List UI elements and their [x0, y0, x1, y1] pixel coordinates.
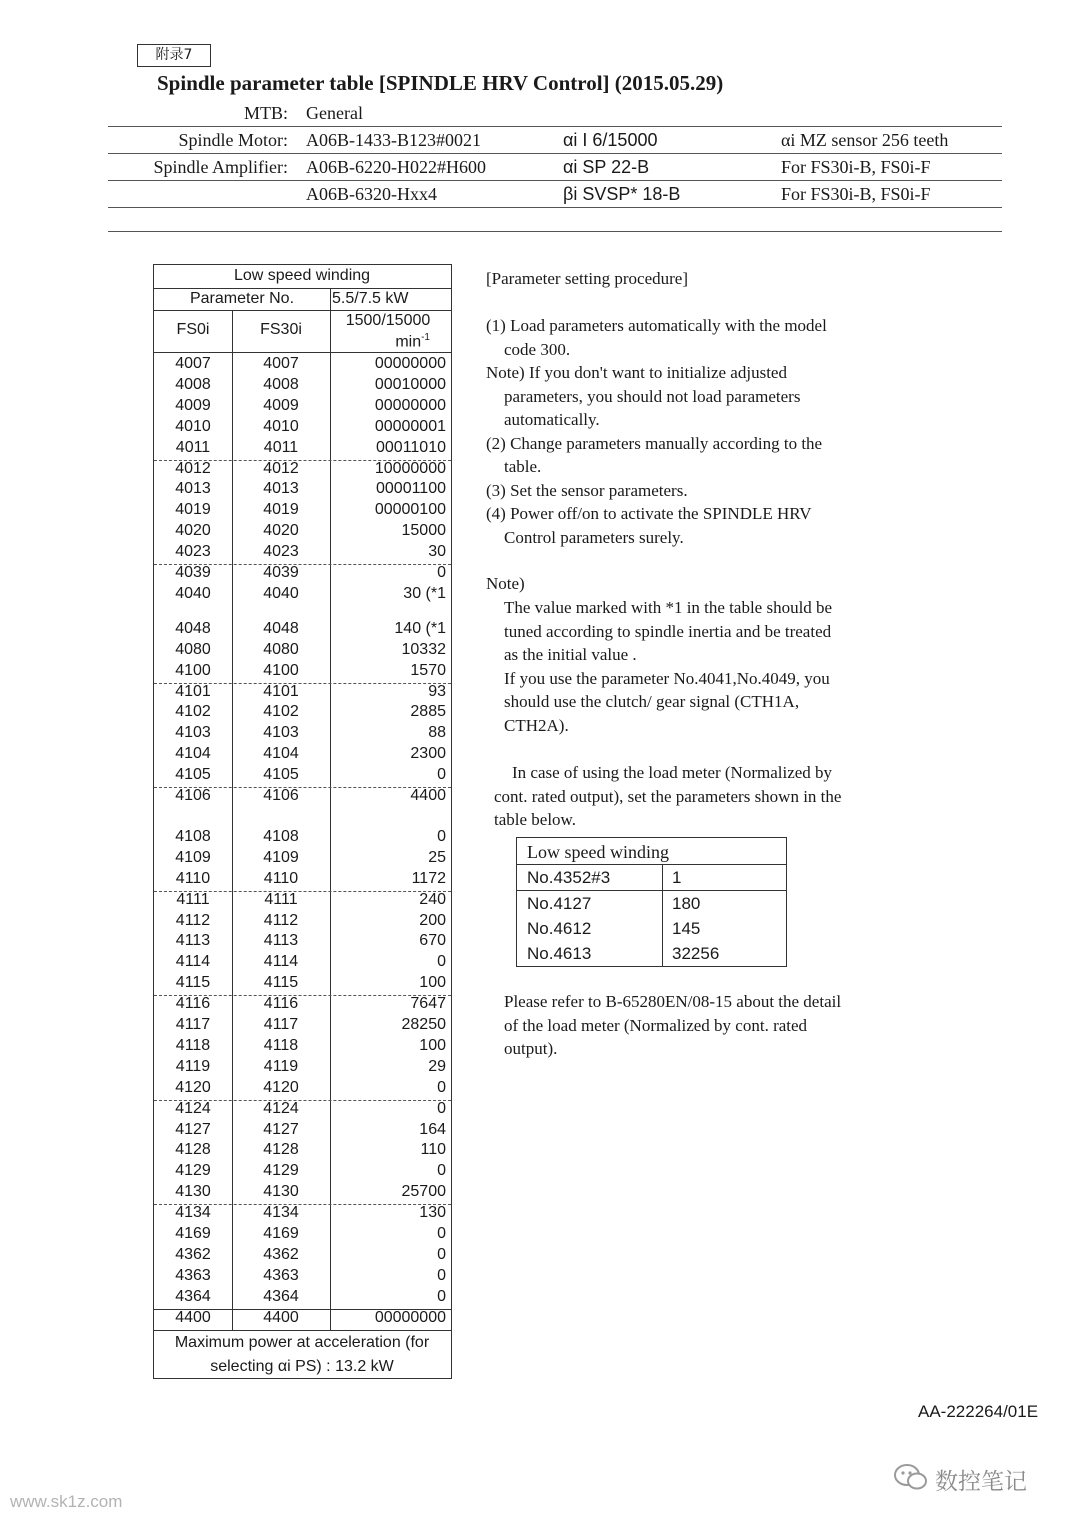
param-value-cell: 00010000 — [374, 375, 446, 393]
param-fs0i-cell: 4115 — [175, 974, 211, 992]
param-fs0i-cell: 4128 — [175, 1141, 211, 1159]
param-fs30i-cell: 4116 — [263, 995, 299, 1013]
param-value-cell: 100 — [419, 974, 446, 992]
param-fs0i-cell: 4109 — [175, 848, 211, 866]
param-fs30i-cell: 4010 — [263, 417, 299, 435]
note-text — [504, 596, 832, 737]
param-fs30i-cell: 4009 — [263, 396, 299, 414]
spec-model: βi SVSP* 18-B — [563, 184, 681, 204]
param-value-cell: 130 — [419, 1204, 446, 1222]
param-fs0i-cell: 4039 — [175, 564, 211, 581]
param-fs30i-cell: 4007 — [263, 355, 299, 372]
param-value-cell: 0 — [437, 1287, 446, 1305]
param-fs0i-cell: 4111 — [176, 890, 210, 908]
load-param-cell: No.4352#3 — [527, 868, 611, 887]
param-value-cell: 2885 — [410, 703, 446, 721]
load-value-cell: 32256 — [672, 944, 720, 963]
param-fs0i-cell: 4101 — [175, 682, 211, 700]
spec-part-number: A06B-6320-Hxx4 — [306, 184, 437, 204]
param-value-cell: 0 — [437, 1162, 446, 1180]
param-fs0i-cell: 4134 — [175, 1204, 211, 1222]
load-meter-text — [494, 761, 841, 832]
param-value-cell: 240 — [419, 890, 446, 908]
text-line: (3) Set the sensor parameters. — [486, 480, 688, 500]
param-fs30i-cell: 4130 — [263, 1183, 299, 1201]
param-value-cell: 0 — [437, 1225, 446, 1242]
param-fs30i-cell: 4040 — [263, 584, 299, 602]
spec-part-number: A06B-1433-B123#0021 — [306, 130, 481, 150]
col-fs0i-header: FS0i — [176, 321, 210, 338]
param-value-cell: 4400 — [410, 787, 446, 804]
param-fs30i-cell: 4080 — [263, 640, 299, 658]
param-value-cell: 29 — [428, 1057, 446, 1075]
param-fs30i-cell: 4119 — [263, 1057, 299, 1075]
param-fs0i-cell: 4020 — [175, 522, 211, 540]
param-fs0i-cell: 4127 — [175, 1120, 211, 1138]
spec-label: Spindle Motor: — [178, 130, 288, 150]
param-fs0i-cell: 4103 — [175, 724, 211, 742]
spec-label: MTB: — [243, 103, 288, 123]
param-fs30i-cell: 4124 — [263, 1099, 299, 1117]
param-fs0i-cell: 4124 — [175, 1099, 211, 1117]
param-value-cell: 2300 — [410, 745, 446, 763]
text-line: table. — [504, 457, 542, 476]
param-fs30i-cell: 4134 — [263, 1204, 299, 1222]
param-fs30i-cell: 4111 — [264, 890, 298, 908]
param-fs0i-cell: 4400 — [175, 1308, 211, 1326]
spec-row-amplifier — [0, 154, 1080, 180]
param-fs0i-cell: 4023 — [175, 543, 211, 561]
text-line: (1) Load parameters automatically with the model — [486, 316, 827, 335]
param-fs0i-cell: 4120 — [175, 1078, 211, 1096]
param-fs0i-cell: 4013 — [175, 480, 211, 498]
table-footer-line: Maximum power at acceleration (for — [174, 1334, 430, 1351]
divider — [108, 231, 1002, 232]
param-fs30i-cell: 4012 — [263, 459, 299, 477]
param-no-header: Parameter No. — [189, 290, 295, 307]
spec-model: αi I 6/15000 — [563, 130, 658, 150]
param-fs30i-cell: 4127 — [263, 1120, 299, 1138]
param-value-cell: 88 — [428, 724, 446, 742]
param-fs30i-cell: 4019 — [263, 501, 299, 519]
table-title: Low speed winding — [233, 267, 371, 284]
param-fs0i-cell: 4102 — [175, 703, 211, 721]
text-line: (2) Change parameters manually according to the — [486, 433, 823, 453]
table-rule — [154, 352, 451, 353]
param-fs0i-cell: 4108 — [175, 827, 211, 845]
param-fs0i-cell: 4113 — [175, 932, 211, 950]
param-fs30i-cell: 4106 — [263, 787, 299, 804]
load-value-cell: 180 — [672, 894, 701, 913]
param-fs0i-cell: 4100 — [175, 661, 211, 679]
wechat-icon — [893, 1462, 929, 1492]
param-value-cell: 25 — [428, 848, 446, 866]
param-value-cell: 30 (*1 — [403, 584, 446, 602]
divider — [108, 207, 1002, 208]
text-line: In case of using the load meter (Normalized by — [512, 763, 833, 782]
param-fs30i-cell: 4103 — [263, 724, 299, 742]
spec-row-mtb — [0, 100, 1080, 126]
param-value-cell: 0 — [437, 1266, 446, 1284]
spec-row-motor — [0, 127, 1080, 153]
param-fs0i-cell: 4106 — [175, 787, 211, 804]
param-fs30i-cell: 4039 — [263, 564, 299, 581]
table-rule — [154, 288, 451, 289]
param-fs30i-cell: 4008 — [263, 375, 299, 393]
param-fs30i-cell: 4048 — [263, 619, 299, 637]
param-fs0i-cell: 4012 — [175, 459, 211, 477]
param-fs30i-cell: 4115 — [263, 974, 299, 992]
text-line: (4) Power off/on to activate the SPINDLE HRV — [486, 504, 812, 523]
text-line: If you use the parameter No.4041,No.4049, you — [504, 668, 830, 688]
document-title: Spindle parameter table [SPINDLE HRV Control] (2015.05.29) — [157, 71, 724, 95]
param-value-cell: 0 — [437, 1099, 446, 1117]
param-value-cell: 15000 — [401, 522, 446, 540]
param-fs0i-cell: 4169 — [175, 1225, 211, 1242]
param-fs0i-cell: 4009 — [175, 396, 211, 414]
param-value-cell: 28250 — [401, 1016, 446, 1033]
param-fs30i-cell: 4129 — [263, 1162, 299, 1180]
param-fs0i-cell: 4011 — [175, 438, 211, 456]
param-fs0i-cell: 4010 — [175, 417, 211, 435]
param-value-cell: 00000100 — [374, 501, 446, 519]
param-value-cell: 0 — [437, 827, 446, 845]
col-fs30i-header: FS30i — [260, 321, 302, 338]
text-line: automatically. — [504, 410, 600, 429]
param-fs0i-cell: 4129 — [175, 1162, 211, 1180]
watermark-brand: 数控笔记 — [935, 1469, 1027, 1495]
param-value-cell: 140 (*1 — [394, 619, 446, 637]
param-fs0i-cell: 4130 — [175, 1183, 211, 1201]
spec-note: For FS30i-B, FS0i-F — [781, 157, 931, 177]
param-fs30i-cell: 4117 — [263, 1016, 299, 1033]
table-rule — [517, 864, 786, 865]
param-fs30i-cell: 4169 — [263, 1225, 299, 1242]
param-fs0i-cell: 4104 — [175, 745, 211, 763]
appendix-label: 附录7 — [137, 44, 211, 67]
param-value-cell: 7647 — [410, 995, 446, 1013]
param-fs0i-cell: 4116 — [175, 995, 211, 1013]
param-fs0i-cell: 4112 — [175, 911, 211, 929]
param-value-cell: 0 — [437, 1245, 446, 1263]
param-fs30i-cell: 4020 — [263, 522, 299, 540]
spec-model: αi SP 22-B — [563, 157, 650, 177]
param-fs0i-cell: 4040 — [175, 584, 211, 602]
param-value-cell: 93 — [428, 682, 446, 700]
watermark-url: www.sk1z.com — [10, 1492, 123, 1511]
param-value-cell: 100 — [419, 1036, 446, 1054]
param-fs0i-cell: 4362 — [175, 1245, 211, 1263]
text-line: should use the clutch/ gear signal (CTH1A, — [504, 692, 800, 711]
param-value-cell: 200 — [419, 911, 446, 929]
load-param-cell: No.4127 — [527, 894, 592, 913]
table-rule — [154, 310, 451, 311]
param-value-cell: 0 — [437, 564, 446, 581]
load-table-title: Low speed winding — [527, 842, 669, 862]
param-fs30i-cell: 4110 — [263, 869, 299, 887]
param-fs0i-cell: 4080 — [175, 640, 211, 658]
param-fs30i-cell: 4023 — [263, 543, 299, 561]
param-fs0i-cell: 4019 — [175, 501, 211, 519]
param-fs0i-cell: 4363 — [175, 1266, 211, 1284]
text-line: code 300. — [504, 339, 571, 359]
text-line: table below. — [494, 810, 576, 829]
param-fs30i-cell: 4364 — [263, 1287, 299, 1305]
param-fs30i-cell: 4102 — [263, 703, 299, 721]
param-value-cell: 00001100 — [376, 480, 446, 498]
param-fs30i-cell: 4362 — [263, 1245, 299, 1263]
param-fs30i-cell: 4118 — [263, 1036, 299, 1054]
speed-header: 1500/15000 — [345, 312, 431, 329]
param-value-cell: 30 — [428, 543, 446, 561]
param-fs30i-cell: 4104 — [263, 745, 299, 763]
param-fs30i-cell: 4105 — [263, 766, 299, 784]
param-fs30i-cell: 4101 — [263, 682, 299, 700]
param-fs30i-cell: 4114 — [263, 953, 299, 971]
text-line: CTH2A). — [504, 715, 569, 735]
param-fs0i-cell: 4119 — [175, 1057, 211, 1075]
spec-part-number: A06B-6220-H022#H600 — [306, 157, 486, 177]
param-fs0i-cell: 4008 — [175, 375, 211, 393]
spec-note: For FS30i-B, FS0i-F — [781, 184, 931, 204]
document-code: AA-222264/01E — [918, 1402, 1039, 1421]
load-value-cell: 1 — [672, 868, 682, 887]
param-value-cell: 00000000 — [374, 396, 446, 414]
load-meter-table — [516, 837, 787, 967]
param-fs0i-cell: 4105 — [175, 766, 211, 784]
refer-text — [504, 990, 841, 1061]
text-line: parameters, you should not load parameters — [504, 386, 801, 406]
parameter-table — [153, 264, 452, 1379]
param-value-cell: 0 — [437, 953, 446, 971]
param-value-cell: 110 — [420, 1141, 446, 1159]
param-fs30i-cell: 4120 — [263, 1078, 299, 1096]
param-fs0i-cell: 4048 — [175, 619, 211, 637]
param-fs30i-cell: 4363 — [263, 1266, 299, 1284]
param-value-cell: 164 — [419, 1120, 446, 1138]
param-fs30i-cell: 4013 — [263, 480, 299, 498]
param-fs0i-cell: 4007 — [175, 355, 211, 372]
text-line: Note) If you don't want to initialize adjusted — [486, 363, 787, 382]
power-header: 5.5/7.5 kW — [332, 290, 409, 307]
param-fs30i-cell: 4108 — [263, 827, 299, 845]
param-value-cell: 10000000 — [374, 459, 446, 477]
param-value-cell: 25700 — [401, 1183, 446, 1201]
param-value-cell: 670 — [419, 932, 446, 950]
param-fs30i-cell: 4112 — [263, 911, 299, 929]
param-value-cell: 00000000 — [374, 1308, 446, 1326]
procedure-heading: [Parameter setting procedure] — [486, 269, 689, 288]
table-rule — [154, 1330, 451, 1331]
param-fs0i-cell: 4364 — [175, 1287, 211, 1305]
text-line: tuned according to spindle inertia and be treated — [504, 621, 832, 641]
text-line: The value marked with *1 in the table should be — [504, 598, 833, 617]
procedure-steps — [486, 314, 827, 549]
param-fs0i-cell: 4110 — [175, 869, 211, 887]
text-line: of the load meter (Normalized by cont. rated — [504, 1015, 808, 1035]
text-line: Control parameters surely. — [504, 527, 684, 547]
param-fs30i-cell: 4011 — [263, 438, 299, 456]
param-fs30i-cell: 4100 — [263, 661, 299, 679]
column-rule — [662, 864, 663, 966]
spec-note: αi MZ sensor 256 teeth — [781, 130, 949, 150]
param-value-cell: 00000000 — [374, 355, 446, 372]
param-fs0i-cell: 4117 — [175, 1016, 211, 1033]
param-value-cell: 0 — [437, 766, 446, 784]
load-param-cell: No.4612 — [527, 919, 592, 938]
param-fs30i-cell: 4400 — [263, 1308, 299, 1326]
load-value-cell: 145 — [672, 919, 701, 938]
param-fs30i-cell: 4128 — [263, 1141, 299, 1159]
text-line: as the initial value . — [504, 645, 637, 664]
param-fs0i-cell: 4114 — [175, 953, 211, 971]
text-line: Please refer to B-65280EN/08-15 about the detail — [504, 992, 842, 1011]
table-rule — [517, 890, 786, 891]
param-fs30i-cell: 4113 — [263, 932, 299, 950]
param-value-cell: 10332 — [401, 640, 446, 658]
param-value-cell: 00000001 — [374, 417, 446, 435]
spec-value: General — [306, 103, 363, 123]
param-fs0i-cell: 4118 — [175, 1036, 211, 1054]
table-footer-line: selecting αi PS) : 13.2 kW — [210, 1358, 394, 1375]
unit-header: $\min^{-1}$ — [395, 332, 430, 351]
param-fs30i-cell: 4109 — [263, 848, 299, 866]
text-line: output). — [504, 1039, 558, 1058]
param-value-cell: 0 — [437, 1078, 446, 1096]
param-value-cell: 00011010 — [376, 438, 446, 456]
note-heading: Note) — [486, 574, 525, 593]
text-line: cont. rated output), set the parameters shown in the — [494, 786, 842, 806]
param-value-cell: 1172 — [411, 869, 446, 887]
load-param-cell: No.4613 — [527, 944, 592, 963]
param-value-cell: 1570 — [410, 661, 446, 679]
spec-row-amplifier-2 — [0, 181, 1080, 207]
spec-label: Spindle Amplifier: — [153, 157, 288, 177]
